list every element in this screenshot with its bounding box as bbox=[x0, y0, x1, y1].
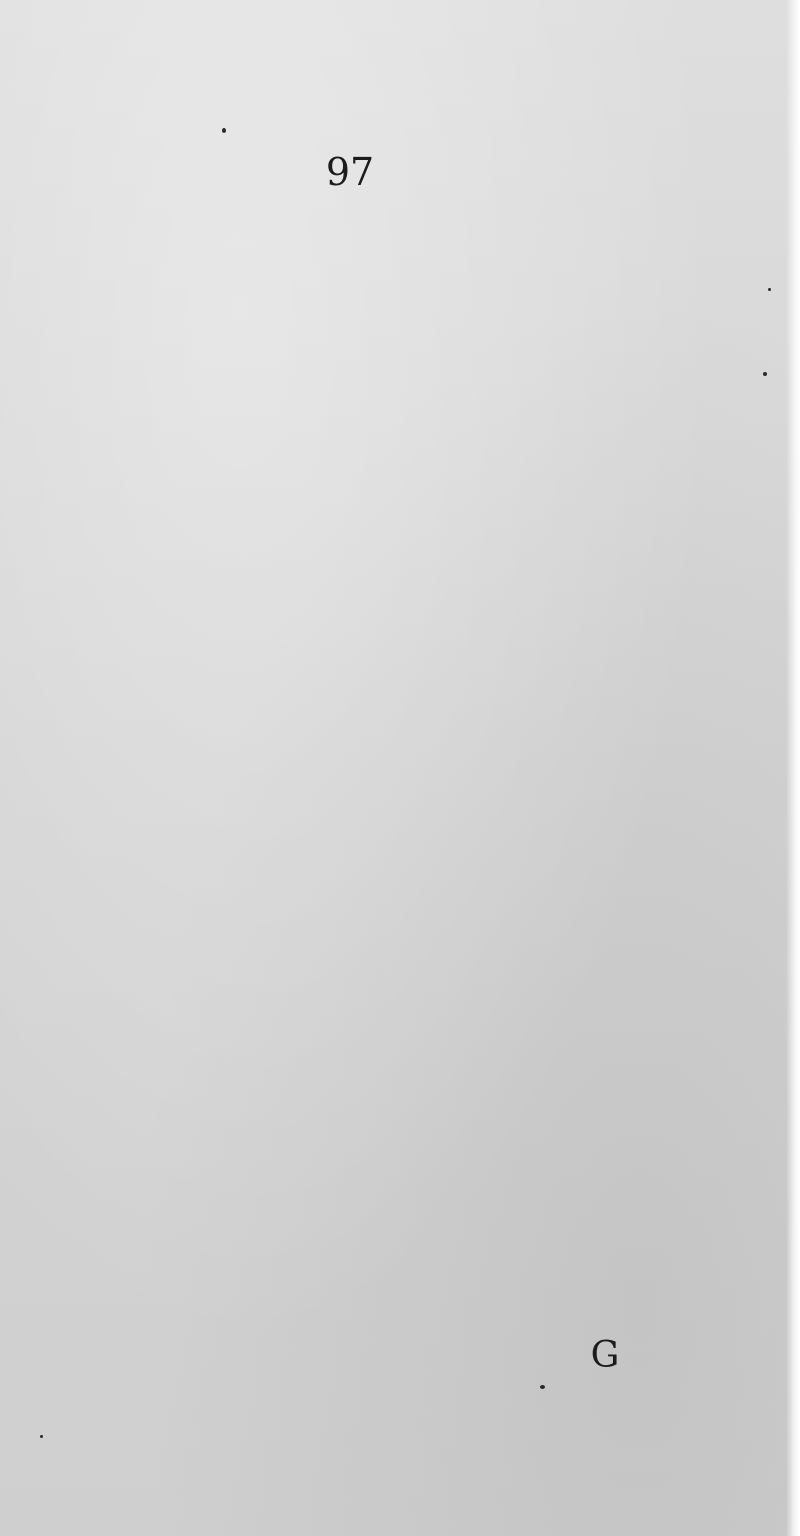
text-line bbox=[36, 747, 736, 801]
ink-speck bbox=[763, 372, 767, 376]
text-line bbox=[36, 476, 736, 530]
page-edge bbox=[786, 0, 800, 1536]
text-line bbox=[36, 422, 736, 476]
page-number: 97 bbox=[325, 150, 375, 194]
text-line bbox=[36, 855, 736, 909]
ink-speck bbox=[40, 1435, 43, 1438]
text-line bbox=[36, 1397, 736, 1451]
text-line bbox=[36, 1018, 736, 1072]
text-line bbox=[36, 1451, 736, 1505]
text-line bbox=[36, 1072, 736, 1126]
text-line bbox=[36, 964, 736, 1018]
ink-speck bbox=[768, 288, 771, 291]
text-line bbox=[36, 313, 736, 367]
text-line bbox=[36, 1235, 736, 1289]
text-line bbox=[36, 530, 736, 584]
text-line bbox=[36, 909, 736, 963]
text-line bbox=[36, 584, 736, 638]
text-line bbox=[36, 801, 736, 855]
text-line bbox=[36, 205, 736, 259]
ink-speck bbox=[222, 128, 226, 133]
text-line bbox=[36, 693, 736, 747]
text-line bbox=[36, 368, 736, 422]
text-line bbox=[36, 259, 736, 313]
signature-mark: G bbox=[590, 1335, 620, 1376]
ink-speck bbox=[540, 1385, 545, 1389]
body-text bbox=[36, 205, 736, 1506]
text-line bbox=[36, 639, 736, 693]
text-line bbox=[36, 1180, 736, 1234]
text-line bbox=[36, 1126, 736, 1180]
